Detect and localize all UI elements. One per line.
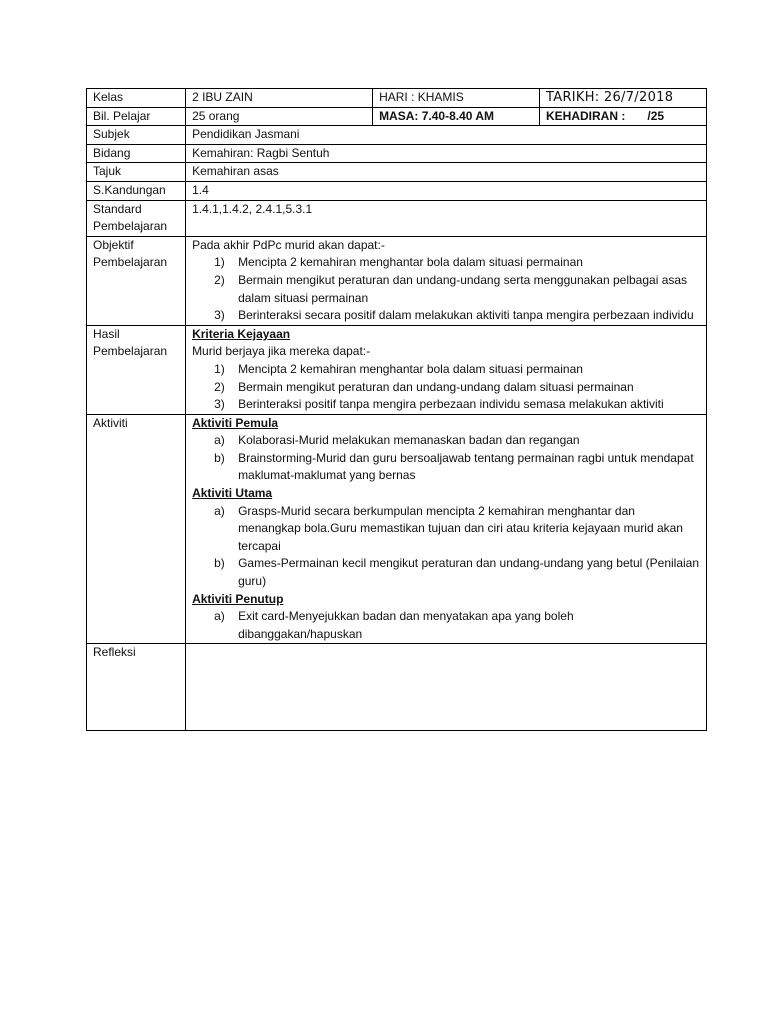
- list-marker: 1): [214, 255, 225, 270]
- kelas-label: Kelas: [87, 89, 186, 108]
- list-item: [192, 555, 700, 590]
- row-bil-pelajar: [87, 107, 707, 126]
- aktiviti-pemula-list: [192, 432, 700, 485]
- list-marker: 1): [214, 361, 225, 376]
- list-marker: a): [214, 433, 225, 448]
- list-text: Mencipta 2 kemahiran menghantar bola dalam situasi permainan: [238, 255, 583, 270]
- standard-value: 1.4.1,1.4.2, 2.4.1,5.3.1: [186, 200, 707, 236]
- list-item: [192, 396, 700, 414]
- row-objektif: [87, 236, 707, 325]
- hasil-label-line1: Hasil: [93, 326, 120, 341]
- row-subjek: [87, 126, 707, 145]
- list-text: Bermain mengikut peraturan dan undang-undang dalam situasi permainan: [238, 379, 634, 394]
- list-marker: b): [214, 556, 225, 571]
- hasil-label-line2: Pembelajaran: [93, 344, 168, 359]
- row-tajuk: [87, 163, 707, 182]
- list-item: [192, 503, 700, 556]
- aktiviti-utama-list: [192, 503, 700, 591]
- objektif-list: [192, 254, 700, 324]
- row-standard: [87, 200, 707, 236]
- kehadiran-value: /25: [647, 108, 665, 123]
- bidang-value: Kemahiran: Ragbi Sentuh: [186, 144, 707, 163]
- kandungan-label: S.Kandungan: [87, 181, 186, 200]
- list-item: [192, 379, 700, 397]
- objektif-label: [87, 236, 186, 325]
- list-marker: 2): [214, 379, 225, 394]
- list-item: [192, 432, 700, 450]
- list-marker: a): [214, 503, 225, 518]
- objektif-label-line2: Pembelajaran: [93, 255, 168, 270]
- list-text: Kolaborasi-Murid melakukan memanaskan badan dan regangan: [238, 433, 580, 448]
- kehadiran-label: KEHADIRAN :: [546, 108, 626, 123]
- subjek-value: Pendidikan Jasmani: [186, 126, 707, 145]
- row-kandungan: [87, 181, 707, 200]
- subjek-label: Subjek: [87, 126, 186, 145]
- list-marker: 2): [214, 272, 225, 287]
- bidang-label: Bidang: [87, 144, 186, 163]
- aktiviti-utama-heading: Aktiviti Utama: [192, 486, 273, 501]
- objektif-label-line1: Objektif: [93, 237, 134, 252]
- standard-label-line2: Pembelajaran: [93, 219, 168, 234]
- row-refleksi: [87, 644, 707, 731]
- kelas-value: 2 IBU ZAIN: [186, 89, 373, 108]
- lesson-plan-table: [86, 88, 707, 731]
- aktiviti-penutup-heading: Aktiviti Penutup: [192, 591, 284, 606]
- list-item: [192, 608, 700, 643]
- refleksi-label: Refleksi: [87, 644, 186, 731]
- list-text: Mencipta 2 kemahiran menghantar bola dalam situasi permainan: [238, 361, 583, 376]
- list-marker: b): [214, 450, 225, 465]
- row-hasil: [87, 325, 707, 414]
- aktiviti-pemula-heading: Aktiviti Pemula: [192, 415, 279, 430]
- list-text: Bermain mengikut peraturan dan undang-undang serta menggunakan pelbagai asas dalam situasi permainan: [238, 272, 688, 305]
- list-text: Brainstorming-Murid dan guru bersoaljawab tentang permainan ragbi untuk mendapat maklumat-maklumat yang bernas: [238, 450, 694, 483]
- row-aktiviti: [87, 414, 707, 644]
- list-item: [192, 272, 700, 307]
- hasil-intro: Murid berjaya jika mereka dapat:-: [192, 344, 371, 359]
- list-text: Grasps-Murid secara berkumpulan mencipta 2 kemahiran menghantar dan menangkap bola.Guru memastikan tujuan dan ciri atau kriteria kejayaan murid akan tercapai: [238, 503, 683, 553]
- kriteria-heading: Kriteria Kejayaan: [192, 326, 291, 341]
- list-item: [192, 450, 700, 485]
- masa-cell: MASA: 7.40-8.40 AM: [373, 107, 540, 126]
- row-bidang: [87, 144, 707, 163]
- standard-label-line1: Standard: [93, 201, 142, 216]
- bil-value: 25 orang: [186, 107, 373, 126]
- row-kelas: [87, 89, 707, 108]
- standard-label: [87, 200, 186, 236]
- list-text: Exit card-Menyejukkan badan dan menyatakan apa yang boleh dibanggakan/hapuskan: [238, 609, 574, 641]
- list-text: Games-Permainan kecil mengikut peraturan dan undang-undang yang betul (Penilaian guru): [238, 556, 700, 589]
- list-item: [192, 254, 700, 272]
- kandungan-value: 1.4: [186, 181, 707, 200]
- tarikh-cell: TARIKH: 26/7/2018: [540, 89, 707, 108]
- aktiviti-label: Aktiviti: [87, 414, 186, 644]
- tajuk-label: Tajuk: [87, 163, 186, 182]
- bil-label: Bil. Pelajar: [87, 107, 186, 126]
- hasil-content: [186, 325, 707, 414]
- list-text: Berinteraksi positif tanpa mengira perbezaan individu semasa melakukan aktiviti: [238, 397, 664, 412]
- aktiviti-content: [186, 414, 707, 644]
- hasil-label: [87, 325, 186, 414]
- list-marker: 3): [214, 308, 225, 323]
- list-marker: 3): [214, 397, 225, 412]
- list-text: Berinteraksi secara positif dalam melakukan aktiviti tanpa mengira perbezaan individu: [238, 308, 694, 323]
- list-item: [192, 307, 700, 325]
- aktiviti-penutup-list: [192, 608, 700, 643]
- hari-cell: HARI : KHAMIS: [373, 89, 540, 108]
- tajuk-value: Kemahiran asas: [186, 163, 707, 182]
- refleksi-value[interactable]: [186, 644, 707, 731]
- kehadiran-cell: [540, 107, 707, 126]
- objektif-intro: Pada akhir PdPc murid akan dapat:-: [192, 237, 385, 252]
- list-marker: a): [214, 609, 225, 624]
- hasil-list: [192, 361, 700, 414]
- objektif-content: [186, 236, 707, 325]
- list-item: [192, 361, 700, 379]
